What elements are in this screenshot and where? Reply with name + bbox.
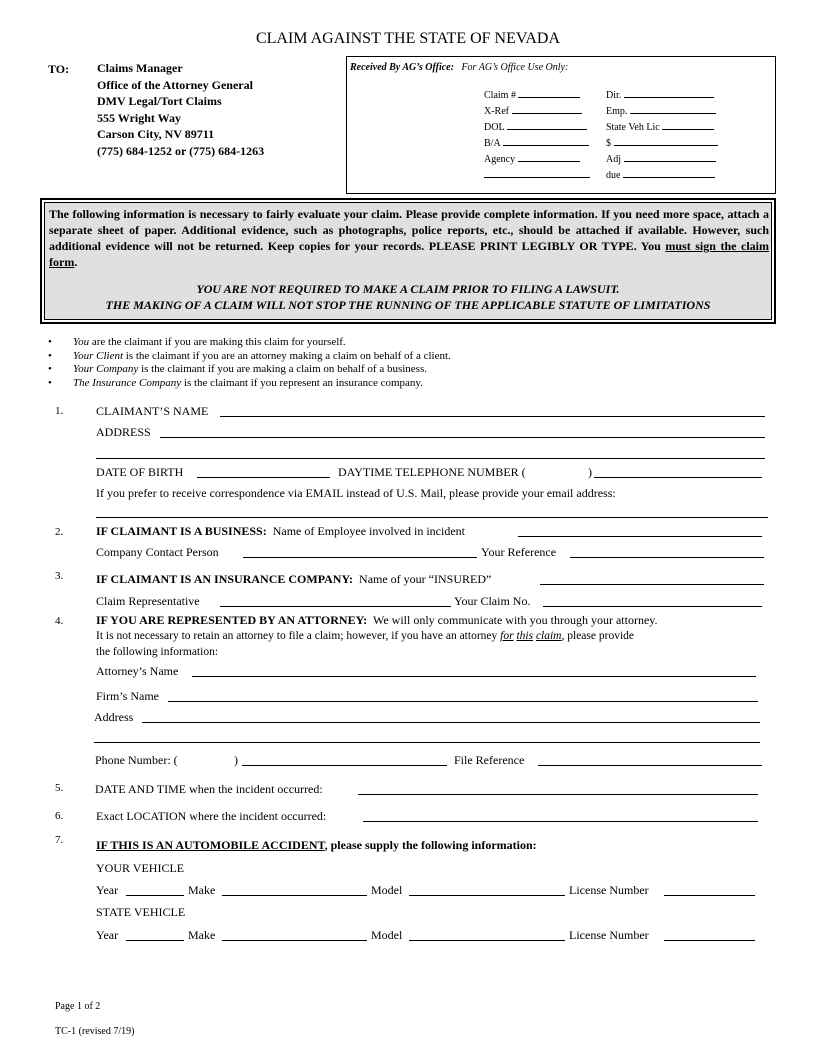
- claim-rep-field[interactable]: [220, 606, 451, 607]
- ag-field-blank[interactable]: [614, 145, 718, 146]
- ag-field-label: Emp.: [606, 106, 628, 117]
- form-revision: TC-1 (revised 7/19): [55, 1026, 135, 1037]
- page-number: Page 1 of 2: [55, 1001, 101, 1012]
- employee-field[interactable]: [518, 536, 762, 537]
- list-item-text: is the claimant if you are an attorney making a claim on behalf of a client.: [123, 349, 451, 362]
- attorney-note-for: for: [500, 630, 514, 642]
- business-heading: IF CLAIMANT IS A BUSINESS:: [96, 524, 267, 538]
- bullet-icon: •: [48, 363, 52, 375]
- list-item-emphasis: The Insurance Company: [73, 376, 182, 389]
- file-reference-field[interactable]: [538, 765, 762, 766]
- ag-field-label: Agency: [484, 154, 516, 165]
- recipient-line: Claims Manager: [97, 61, 183, 75]
- claimant-definitions: [48, 336, 451, 390]
- email-note: If you prefer to receive correspondence via EMAIL instead of U.S. Mail, please provide your email address:: [96, 486, 616, 500]
- insured-label: Name of your “INSURED”: [359, 572, 492, 586]
- state-vehicle-make-field[interactable]: [222, 940, 367, 941]
- to-label: TO:: [48, 62, 70, 76]
- recipient-line: Office of the Attorney General: [97, 77, 253, 92]
- bullet-icon: •: [48, 336, 52, 348]
- your-reference-label: Your Reference: [481, 545, 557, 559]
- insured-field[interactable]: [540, 584, 764, 585]
- attorney-note-c: the following information:: [96, 646, 219, 658]
- list-item: [48, 363, 451, 377]
- info-text-end: .: [74, 255, 78, 269]
- your-claim-no-label: Your Claim No.: [454, 594, 531, 608]
- list-item-emphasis: Your Company: [73, 363, 139, 375]
- daytime-phone-label: DAYTIME TELEPHONE NUMBER (: [338, 465, 526, 479]
- ag-right-fields: [606, 88, 718, 184]
- recipient-line: 555 Wright Way: [97, 110, 182, 125]
- ag-field-label: State Veh Lic: [606, 122, 660, 133]
- received-label: Received By AG’s Office:: [350, 62, 454, 73]
- your-vehicle-year-field[interactable]: [126, 895, 184, 896]
- attorney-section: [96, 613, 658, 628]
- your-vehicle-make-field[interactable]: [222, 895, 367, 896]
- form-title: CLAIM AGAINST THE STATE OF NEVADA: [255, 30, 561, 47]
- list-item-emphasis: You: [73, 336, 90, 348]
- info-text: The following information is necessary to fairly evaluate your claim. Please provide complete information. If you need more space, attach a separate sheet of paper. Additional evidence, such as photographs, police reports, etc., should be attached if available. However, such additional evidence will not be returned. Keep copies for your records. PLEASE PRINT LEGIBLY OR TYPE. You: [49, 207, 769, 253]
- attorney-note: [96, 630, 634, 642]
- lawsuit-warning: YOU ARE NOT REQUIRED TO MAKE A CLAIM PRIOR TO FILING A LAWSUIT.: [196, 282, 620, 296]
- ag-field-label: Claim #: [484, 90, 516, 101]
- your-vehicle-model-label: Model: [371, 883, 403, 897]
- firm-name-label: Firm’s Name: [96, 689, 159, 703]
- attorney-name-label: Attorney’s Name: [96, 664, 179, 678]
- ag-field-label: B/A: [484, 138, 501, 149]
- employee-label: Name of Employee involved in incident: [272, 524, 465, 538]
- contact-person-field[interactable]: [243, 557, 477, 558]
- attorney-phone-label: Phone Number: (: [95, 753, 178, 767]
- sign-claim-note: must sign the claim form: [49, 239, 769, 269]
- your-vehicle-model-field[interactable]: [409, 895, 565, 896]
- ag-field-label: $: [606, 138, 611, 149]
- list-item-text: is the claimant if you represent an insurance company.: [181, 376, 423, 389]
- state-vehicle-model-label: Model: [371, 928, 403, 942]
- incident-datetime-field[interactable]: [358, 794, 758, 795]
- ag-field-blank[interactable]: [484, 177, 590, 178]
- section-number: 7.: [55, 834, 64, 846]
- list-item-text: is the claimant if you are making a claim on behalf of a business.: [138, 363, 427, 375]
- address-field[interactable]: [160, 437, 765, 438]
- attorney-note-text-b: , please provide: [561, 630, 634, 642]
- ag-field-label: Dir.: [606, 90, 622, 101]
- dob-label: DATE OF BIRTH: [96, 465, 184, 479]
- state-vehicle-license-label: License Number: [569, 928, 649, 942]
- attorney-note-text: It is not necessary to retain an attorney to file a claim; however, if you have an attorney: [96, 630, 501, 642]
- attorney-note-claim: claim: [535, 630, 562, 642]
- daytime-phone-field[interactable]: [594, 477, 762, 478]
- ag-field-blank[interactable]: [630, 113, 716, 114]
- attorney-heading-note: We will only communicate with you through your attorney.: [372, 613, 658, 627]
- bullet-icon: •: [48, 376, 52, 389]
- contact-person-label: Company Contact Person: [96, 545, 219, 559]
- auto-accident-heading-underlined: IF THIS IS AN AUTOMOBILE ACCIDENT: [96, 838, 325, 852]
- file-reference-label: File Reference: [454, 753, 525, 767]
- state-vehicle-license-field[interactable]: [664, 940, 755, 941]
- ag-field-blank[interactable]: [507, 129, 587, 130]
- ag-field-blank[interactable]: [624, 161, 716, 162]
- insurance-heading: IF CLAIMANT IS AN INSURANCE COMPANY:: [96, 572, 354, 586]
- auto-accident-heading: [96, 838, 537, 853]
- section-number: 2.: [55, 526, 64, 538]
- ag-field-blank[interactable]: [624, 97, 714, 98]
- attorney-name-field[interactable]: [192, 676, 756, 677]
- incident-location-label: Exact LOCATION where the incident occurred:: [96, 809, 327, 823]
- ag-field-blank[interactable]: [503, 145, 589, 146]
- dob-field[interactable]: [197, 477, 330, 478]
- your-vehicle-label: YOUR VEHICLE: [96, 861, 185, 875]
- list-item: [48, 350, 451, 364]
- section-number: 1.: [55, 405, 64, 417]
- section-number: 5.: [55, 782, 64, 794]
- your-vehicle-make-label: Make: [188, 883, 216, 897]
- business-section: [96, 524, 465, 539]
- firm-name-field[interactable]: [168, 701, 758, 702]
- bullet-icon: •: [48, 349, 52, 362]
- address-label: ADDRESS: [96, 425, 151, 439]
- ag-office-header: [350, 62, 568, 73]
- state-vehicle-make-label: Make: [188, 928, 216, 942]
- your-reference-field[interactable]: [570, 557, 764, 558]
- recipient-line: DMV Legal/Tort Claims: [97, 94, 222, 108]
- section-number: 6.: [55, 810, 64, 822]
- attorney-address-label: Address: [94, 710, 134, 724]
- ag-left-fields: [484, 88, 590, 184]
- list-item: [48, 377, 451, 391]
- insurance-section: [96, 572, 491, 587]
- section-number: 3.: [55, 570, 64, 582]
- list-item: [48, 336, 451, 350]
- incident-datetime-label: DATE AND TIME when the incident occurred:: [95, 782, 323, 796]
- ag-field-blank[interactable]: [662, 129, 714, 130]
- ag-field-blank[interactable]: [518, 97, 580, 98]
- ag-field-label: due: [606, 170, 621, 181]
- claim-rep-label: Claim Representative: [96, 594, 200, 608]
- ag-field-label: Adj: [606, 154, 621, 165]
- ag-field-blank[interactable]: [623, 177, 715, 178]
- list-item-emphasis: Your Client: [73, 349, 124, 362]
- claimant-name-label: CLAIMANT’S NAME: [96, 404, 209, 418]
- claimant-name-field[interactable]: [220, 416, 765, 417]
- incident-location-field[interactable]: [363, 821, 758, 822]
- ag-field-label: DOL: [484, 122, 505, 133]
- recipient-line: (775) 684-1252 or (775) 684-1263: [97, 143, 265, 158]
- attorney-address-line-2-field[interactable]: [94, 742, 760, 743]
- state-vehicle-year-field[interactable]: [126, 940, 184, 941]
- address-line-2-field[interactable]: [96, 458, 765, 459]
- list-item-text: are the claimant if you are making this claim for yourself.: [89, 336, 346, 348]
- section-number: 4.: [55, 615, 64, 627]
- your-vehicle-license-field[interactable]: [664, 895, 755, 896]
- recipient-address: [97, 60, 264, 159]
- your-claim-no-field[interactable]: [543, 606, 762, 607]
- attorney-phone-field[interactable]: [242, 765, 447, 766]
- ag-field-label: X-Ref: [484, 106, 509, 117]
- use-only-label: For AG’s Office Use Only:: [461, 62, 569, 73]
- ag-field-blank[interactable]: [518, 161, 580, 162]
- attorney-note-this: this: [516, 630, 534, 642]
- state-vehicle-label: STATE VEHICLE: [96, 905, 186, 919]
- email-field[interactable]: [96, 517, 768, 518]
- state-vehicle-model-field[interactable]: [409, 940, 565, 941]
- attorney-phone-close-paren: ): [234, 753, 238, 767]
- state-vehicle-year-label: Year: [96, 928, 119, 942]
- statute-warning: THE MAKING OF A CLAIM WILL NOT STOP THE RUNNING OF THE APPLICABLE STATUTE OF LIMITATIONS: [105, 298, 711, 312]
- attorney-heading: IF YOU ARE REPRESENTED BY AN ATTORNEY:: [96, 613, 368, 627]
- ag-field-blank[interactable]: [512, 113, 582, 114]
- attorney-address-field[interactable]: [142, 722, 760, 723]
- recipient-line: Carson City, NV 89711: [97, 127, 215, 141]
- info-instructions: [49, 206, 769, 270]
- your-vehicle-year-label: Year: [96, 883, 119, 897]
- your-vehicle-license-label: License Number: [569, 883, 649, 897]
- auto-accident-heading-rest: , please supply the following information:: [324, 838, 537, 852]
- phone-close-paren: ): [588, 465, 592, 479]
